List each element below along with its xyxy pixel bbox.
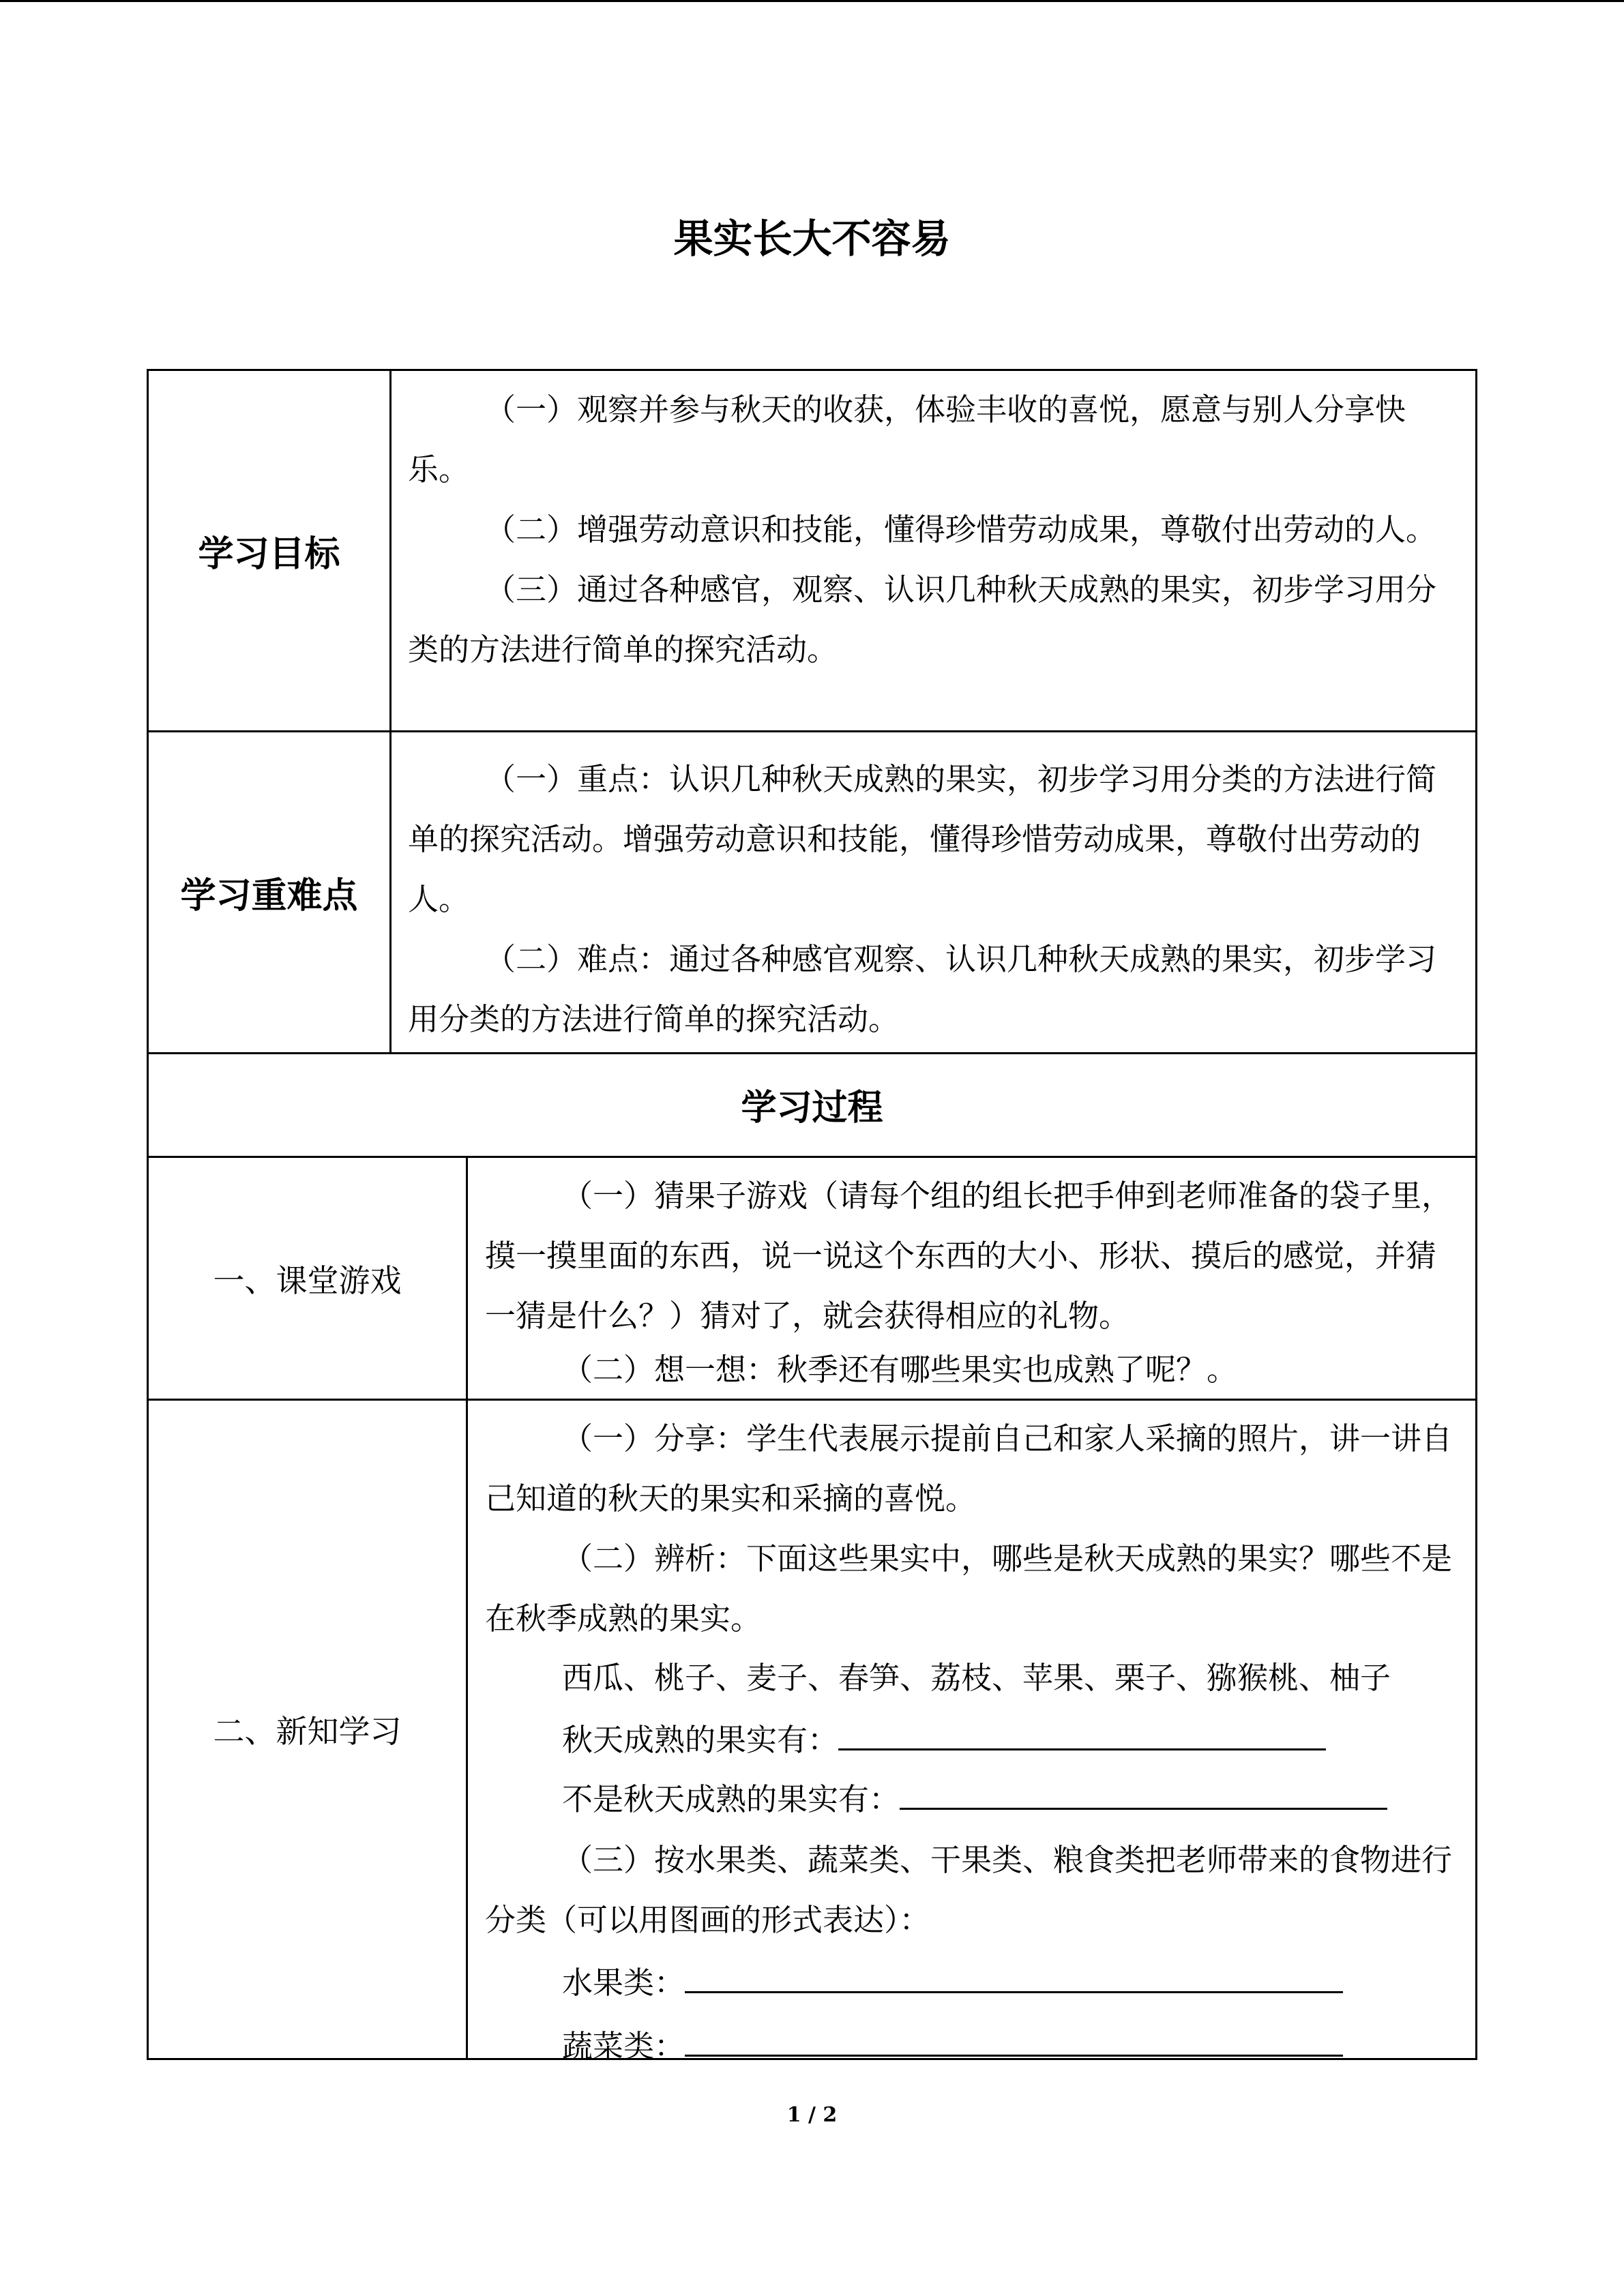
game-content [485,1166,1457,1394]
process-title: 学习过程 [741,1087,883,1129]
fruit-category-line [485,1950,1457,2014]
classify-paragraph: （三）按水果类、蔬菜类、干果类、粮食类把老师带来的食物进行分类（可以用图画的形式表达）： [485,1842,1453,1938]
key-points-label: 学习重难点 [180,876,358,916]
key-point-1: （一）重点：认识几种秋天成熟的果实，初步学习用分类的方法进行简单的探究活动。增强劳动意识和技能，懂得珍惜劳动成果，尊敬付出劳动的人。 [408,761,1437,917]
veg-category-blank[interactable] [685,2014,1343,2057]
fruit-category-label: 水果类： [562,1965,685,2001]
objectives-label: 学习目标 [198,534,340,575]
not-autumn-fruit-line [485,1767,1457,1830]
not-autumn-fruit-blank[interactable] [900,1767,1387,1810]
not-autumn-fruit-label: 不是秋天成熟的果实有： [562,1781,900,1817]
autumn-fruit-label: 秋天成熟的果实有： [562,1722,839,1758]
new-learning-label: 二、新知学习 [213,1713,402,1750]
objective-1: （一）观察并参与秋天的收获，体验丰收的喜悦，愿意与别人分享快乐。 [408,391,1406,488]
game-label: 一、课堂游戏 [213,1262,402,1299]
key-points-divider [389,730,392,1054]
top-rule [0,0,1624,2]
key-points-content [408,749,1462,1049]
key-point-2: （二）难点：通过各种感官观察、认识几种秋天成熟的果实，初步学习用分类的方法进行简单的探究活动。 [408,941,1437,1037]
game-divider [466,1156,468,1401]
game-paragraph-2: （二）想一想：秋季还有哪些果实也成熟了呢？。 [562,1352,1238,1388]
fruit-category-blank[interactable] [685,1950,1343,1993]
new-learning-content [485,1409,1457,2076]
veg-category-line [485,2014,1457,2076]
objective-3: （三）通过各种感官，观察、认识几种秋天成熟的果实，初步学习用分类的方法进行简单的探究活动。 [408,571,1437,668]
autumn-fruit-line [485,1708,1457,1767]
share-paragraph: （一）分享：学生代表展示提前自己和家人采摘的照片，讲一讲自己知道的秋天的果实和采摘的喜悦。 [485,1420,1453,1517]
autumn-fruit-blank[interactable] [838,1708,1326,1750]
new-learning-divider [466,1399,468,2060]
veg-category-label: 蔬菜类： [562,2028,685,2064]
page-title: 果实长大不容易 [673,215,951,262]
game-paragraph-1: （一）猜果子游戏（请每个组的组长把手伸到老师准备的袋子里，摸一摸里面的东西，说一说这个东西的大小、形状、摸后的感觉，并猜一猜是什么？）猜对了，就会获得相应的礼物。 [485,1178,1453,1334]
discern-paragraph: （二）辨析：下面这些果实中，哪些是秋天成熟的果实？哪些不是在秋季成熟的果实。 [485,1540,1453,1637]
objective-2: （二）增强劳动意识和技能，懂得珍惜劳动成果，尊敬付出劳动的人。 [485,511,1437,548]
fruit-list: 西瓜、桃子、麦子、春笋、荔枝、苹果、栗子、猕猴桃、柚子 [562,1660,1391,1696]
page-number: 1 / 2 [786,2103,838,2127]
objectives-divider [389,369,392,732]
objectives-content [408,380,1462,680]
